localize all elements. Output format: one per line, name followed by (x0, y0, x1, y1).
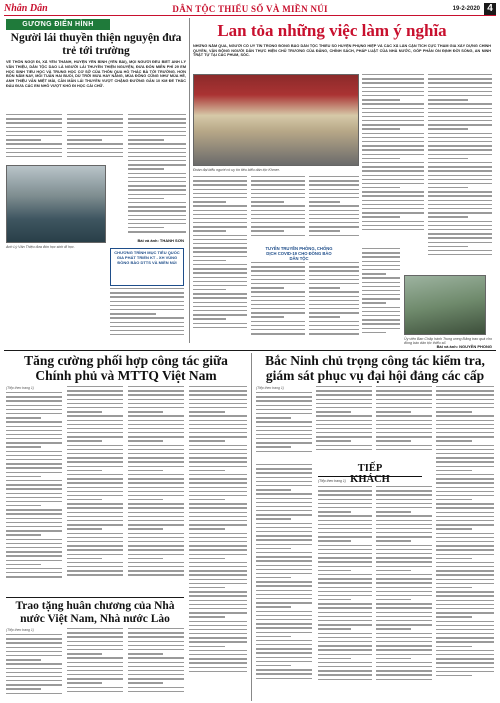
body-text-center-col4 (428, 74, 492, 272)
covid-body-col3 (362, 248, 400, 344)
trao-tang-col3 (128, 628, 184, 700)
covid-subhead-box (262, 246, 336, 261)
body-text-left-col1 (6, 114, 62, 162)
tiep-khach-col2 (318, 486, 372, 700)
page-number: 4 (484, 3, 496, 15)
trao-tang-col2 (67, 628, 123, 700)
continued-label-bac-ninh: (Tiếp theo trang 1) (256, 386, 284, 390)
sapo-center-feature: NHỮNG NĂM QUA, NGƯỜI CÓ UY TÍN TRONG ĐỒNG BÀO DÂN TỘC THIỂU SỐ HUYỆN PHỤNG HIỆP VÀ CÁC XÃ LÂN CẬN TÍCH CỰC THAM GIA XÂY DỰNG CHÍNH QUYỀN, VẬN ĐỘNG NGƯỜI DÂN THỰC HIỆN CHỦ TRƯƠNG CỦA ĐẢNG, CHÍNH SÁCH, PHÁP LUẬT CỦA NHÀ NƯỚC, GÓP PHẦN ỔN ĐỊNH ĐỜI SỐNG, AN NINH TRẬT TỰ TẠI CÁC PHUM, SÓC. (193, 44, 491, 58)
headline-center-feature: Lan tỏa những việc làm ý nghĩa (217, 21, 447, 40)
tiep-khach-col3 (376, 486, 432, 700)
sapo-left-feature: VỀ THÔN NGỢI ĐI, XÃ YÊN THÀNH, HUYỆN YÊN BÌNH (YÊN BÁI), MỌI NGƯỜI ĐỀU BIẾT ANH LÝ VĂN THIỆU, DÂN TỘC DAO LÀ NGƯỜI LÁI THUYỀN THIỆN NGUYỆN, ĐƯA ĐÓN MIỄN PHÍ 29 EM HỌC SINH TIỂU HỌC VÀ TRUNG HỌC CƠ SỞ CỦA THÔN QUA HỒ THÁC BÀ TỚI TRƯỜNG. HƠN BỐN NĂM NAY, MỖI TUẦN HAI BUỔI, DÙ TRỜI MƯA HAY NẮNG, MÙA ĐÔNG CŨNG NHƯ MÙA HÈ, ANH THIỆU VẪN MIỆT MÀI, CẦN MẪN LÁI THUYỀN VƯỢT CHẶNG ĐƯỜNG GẦN 10 KM ĐỂ THẮC ĐẨU ĐƯA CÁC EM NHỎ VƯỢT KHÓ ĐI HỌC CÁI CHỮ. (6, 60, 186, 88)
gift-photo (404, 275, 486, 335)
trao-tang-col1 (6, 634, 62, 700)
headline-trao-tang: Trao tặng huân chương của Nhà nước Việt Nam, Nhà nước Lào (15, 600, 175, 625)
tang-cuong-col1 (6, 392, 62, 596)
bac-ninh-col4 (436, 386, 494, 700)
continued-label-trao: (Tiếp theo trang 1) (6, 628, 34, 632)
tang-cuong-col4 (189, 386, 247, 698)
tiep-khach-rule (318, 476, 422, 477)
boat-photo-caption: Anh Lý Văn Thiệu đưa đón học sinh đi học. (6, 245, 75, 249)
bac-ninh-col2 (316, 386, 372, 460)
program-box-text (110, 288, 184, 344)
tang-cuong-col2 (67, 386, 123, 596)
column-divider-2 (251, 353, 252, 701)
section-badge: GƯƠNG ĐIỂN HÌNH (6, 19, 110, 30)
body-text-center-col1 (193, 176, 247, 344)
body-text-center-col2 (251, 176, 305, 246)
headline-left-feature: Người lái thuyền thiện nguyện đưa trẻ tới trường (10, 32, 182, 57)
covid-body-col2 (309, 262, 359, 344)
center-feature-author: Bài và ảnh: NGUYỄN PHONG (436, 344, 492, 349)
bac-ninh-col1 (256, 392, 312, 460)
column-divider (189, 18, 190, 343)
bac-ninh-col3 (376, 386, 432, 460)
body-text-center-col3 (362, 74, 424, 244)
newspaper-brand: Nhân Dân (4, 3, 48, 14)
program-box (110, 248, 184, 286)
issue-date: 19-2-2020 (452, 5, 480, 12)
section-title: DÂN TỘC THIỂU SỐ VÀ MIỀN NÚI (172, 3, 328, 14)
delegation-photo (193, 74, 359, 166)
headline-tiep-khach: TIẾP KHÁCH (350, 463, 390, 485)
left-feature-author: Bài và ảnh: THANH SƠN (137, 238, 184, 243)
headline-tang-cuong: Tăng cường phối hợp công tác giữa Chính phủ và MTTQ Việt Nam (24, 353, 228, 383)
continued-label-tiep: (Tiếp theo trang 1) (318, 479, 346, 483)
body-text-left-col3 (128, 114, 186, 244)
covid-subhead: TUYÊN TRUYỀN PHÒNG, CHỐNG DỊCH COVID-19 CHO ĐỒNG BÀO DÂN TỘC (265, 246, 333, 261)
gift-photo-caption: Ủy viên Ban Chấp hành Trung ương Đảng trao quà cho đồng bào dân tộc thiểu số. (404, 337, 493, 345)
covid-body-col1 (251, 262, 305, 344)
delegation-photo-caption: Đoàn đại biểu người có uy tín tiêu biểu dân tộc Khmer. (193, 168, 280, 172)
tang-cuong-col3 (128, 386, 184, 596)
boat-photo (6, 165, 106, 243)
body-text-center-col2b (309, 176, 359, 246)
program-box-title: CHƯƠNG TRÌNH MỤC TIÊU QUỐC GIA PHÁT TRIỂN KT - XH VÙNG ĐỒNG BÀO DTTS VÀ MIỀN NÚI (114, 250, 180, 265)
section-separator (4, 350, 496, 351)
tiep-khach-col1 (256, 464, 312, 700)
headline-bac-ninh: Bắc Ninh chủ trọng công tác kiểm tra, giám sát phục vụ đại hội đảng các cấp (265, 353, 485, 383)
continued-label: (Tiếp theo trang 1) (6, 386, 34, 390)
body-text-left-col2 (67, 114, 123, 162)
masthead (4, 2, 496, 16)
